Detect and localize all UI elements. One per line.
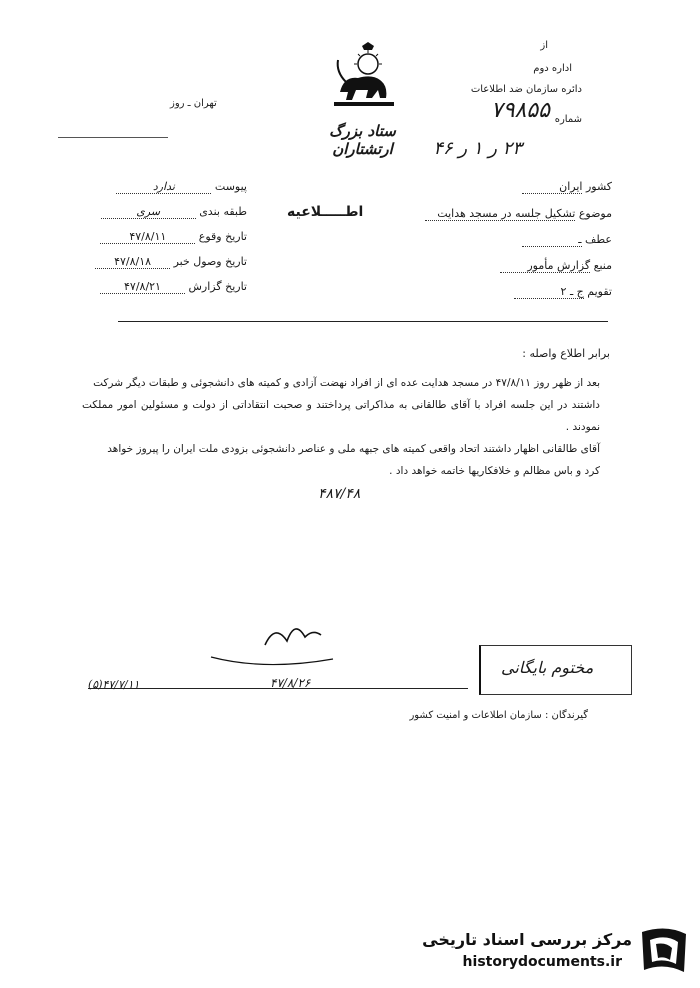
margin-number: (۵)۴۷/۷/۱۱ (88, 678, 140, 691)
signature-icon (205, 615, 345, 675)
header-date-value: ۲۳ ر ۱ ر ۴۶ (433, 138, 522, 159)
field-source: منبع گزارش مأمور (500, 259, 612, 273)
salutation: برابر اطلاع واصله : (522, 347, 610, 360)
body-line: کرد و باس مظالم و خلافکاریها خاتمه خواهد داد . (389, 465, 600, 477)
field-receipt-date: تاریخ وصول خبر ۴۷/۸/۱۸ (95, 255, 247, 269)
field-reference: عطف ـ (522, 233, 612, 247)
field-classification: طبقه بندی سری (101, 205, 247, 219)
archive-logo-icon (636, 922, 690, 978)
field-country: کشور ایران (522, 180, 612, 194)
body-line: داشتند در این جلسه افراد با آقای طالقانی به مذاکراتی پرداختند و صحبت انتقاداتی از دولت و مسئولین امور مملکت نمودند . (82, 399, 600, 433)
field-subject: موضوع تشکیل جلسه در مسجد هدایت (425, 207, 612, 221)
field-evaluation: تقویم ج ـ ۲ (514, 285, 612, 299)
body-line: بعد از ظهر روز ۴۷/۸/۱۱ در مسجد هدایت عده ای از افراد نهضت آزادی و کمیته های دانشجوئی و طبقات دیگر شرکت (93, 377, 600, 389)
lion-and-sun-emblem-icon (328, 40, 400, 112)
field-occurrence-date: تاریخ وقوع ۴۷/۸/۱۱ (100, 230, 247, 244)
site-name: مرکز بررسی اسناد تاریخی (422, 930, 632, 949)
header-number-value: ۷۹۸۵۵ (490, 98, 550, 123)
organization-title: ستاد بزرگ ارتشتاران (329, 122, 396, 158)
report-heading: اطـــــلاعیه (287, 204, 364, 220)
header-number-label: شماره (554, 114, 582, 125)
body-line: آقای طالقانی اظهار داشتند اتحاد واقعی کمیته های جبهه ملی و عناصر دانشجوئی بزودی ملت ایران را پیروز خواهد (107, 443, 600, 455)
header-office: اداره دوم (533, 63, 572, 74)
recipients: گیرندگان : سازمان اطلاعات و امنیت کشور (409, 710, 588, 721)
report-body (82, 372, 600, 482)
header-divider (118, 321, 608, 322)
header-department: دائره سازمان ضد اطلاعات (470, 84, 582, 95)
site-url: historydocuments.ir (462, 954, 622, 970)
city-rule (58, 137, 168, 138)
field-attachment: پیوست ندارد (116, 180, 247, 194)
field-report-date: تاریخ گزارش ۴۷/۸/۲۱ (100, 280, 247, 294)
archive-stamp: مختوم بایگانی (479, 645, 632, 695)
signature-date: ۴۷/۸/۲۶ (270, 676, 311, 690)
handwritten-mark: ۴۸۷/۴۸ (318, 486, 361, 502)
city-day-label: تهران ـ روز (170, 98, 217, 109)
signature-rule (88, 688, 468, 689)
header-from: از (540, 40, 548, 51)
